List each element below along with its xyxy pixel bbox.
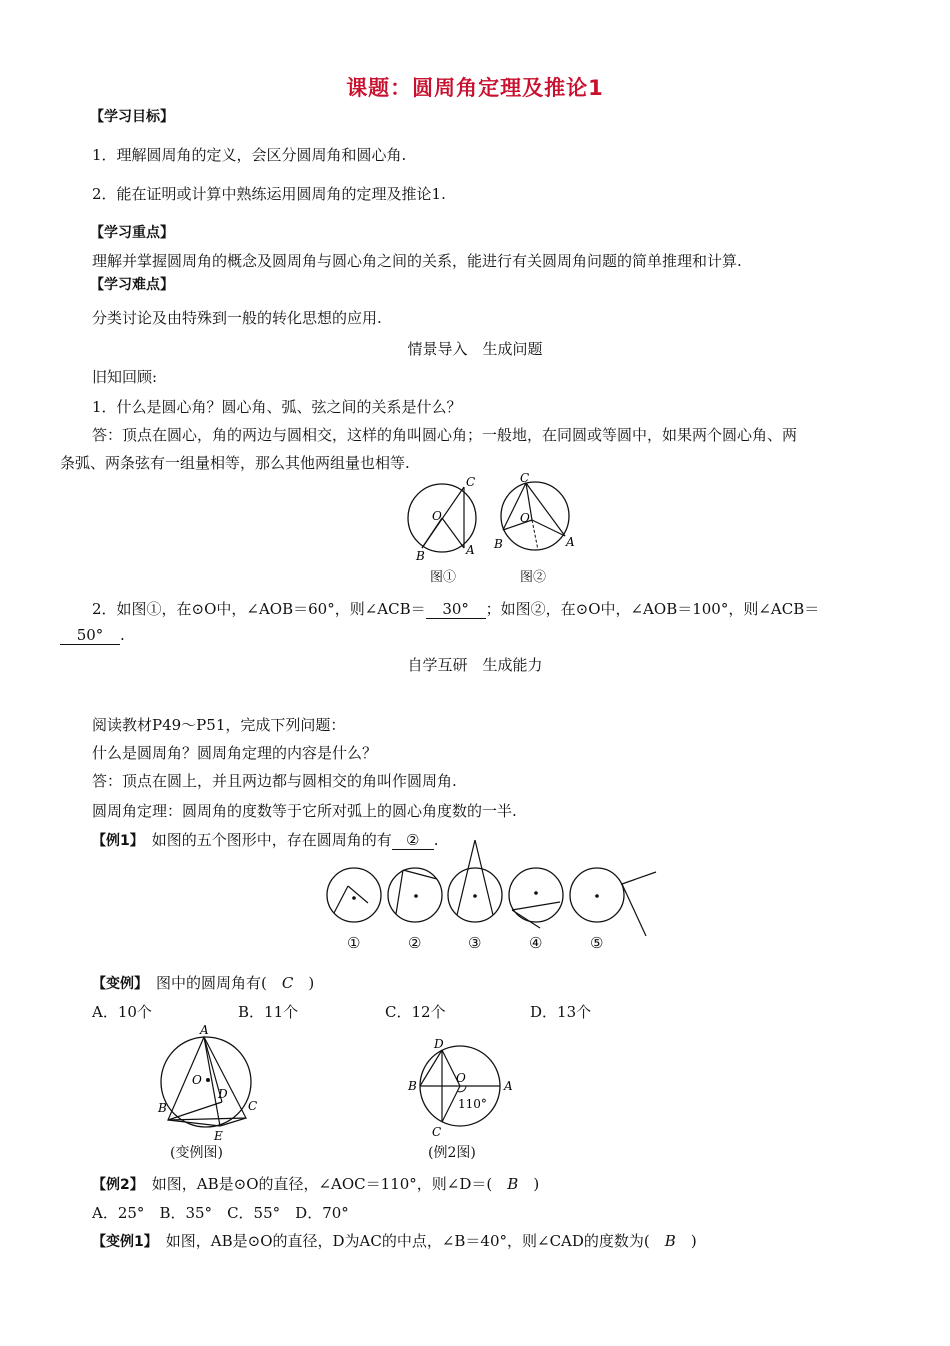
ex2-option-b: B．35° (159, 1204, 213, 1222)
theorem-text: 圆周角定理：圆周角的度数等于它所对弧上的圆心角度数的一半. (92, 802, 517, 820)
fig2-label-b: B (494, 537, 503, 551)
variant-1-text: 如图，AB是⊙O的直径，D为AC的中点，∠B＝40°，则∠CAD的度数为( (165, 1232, 650, 1250)
variant-text: 图中的圆周角有( (156, 974, 267, 992)
ex2-fig-label-a: A (504, 1079, 513, 1093)
example-1-text: 如图的五个图形中，存在圆周角的有 (151, 831, 392, 849)
ex2-option-c: C．55° (227, 1204, 281, 1222)
variant-fig-label-a: A (200, 1023, 209, 1037)
figure-1 (408, 475, 476, 563)
section2-answer: 答：顶点在圆上，并且两边都与圆相交的角叫作圆周角. (92, 772, 457, 790)
q2-end: . (120, 626, 125, 644)
ex1-figure-5 (570, 868, 656, 936)
example-2-answer: B (507, 1175, 519, 1193)
ex1-figure-2 (388, 868, 442, 922)
answer-1-line2: 条弧、两条弦有一组量相等，那么其他两组量也相等. (60, 454, 410, 472)
variant-figure (150, 1020, 270, 1143)
review-label: 旧知回顾: (92, 368, 158, 386)
example-2-text: 如图，AB是⊙O的直径，∠AOC＝110°，则∠D＝( (151, 1175, 493, 1193)
ex1-label-1: ① (347, 934, 361, 952)
example-2-fig-caption: (例2图) (428, 1145, 476, 1161)
variant-fig-label-c: C (248, 1099, 258, 1113)
variant-fig-label-o: O (192, 1073, 202, 1087)
variant-fig-caption: (变例图) (170, 1145, 223, 1161)
ex1-label-5: ⑤ (590, 934, 604, 952)
example-1-answer: ② (392, 831, 434, 850)
ex2-fig-angle: 110° (458, 1097, 487, 1111)
question-2-cont (60, 626, 125, 645)
ex2-fig-label-b: B (408, 1079, 417, 1093)
goal-item-2: 2．能在证明或计算中熟练运用圆周角的定理及推论1. (92, 185, 446, 203)
fig1-caption: 图① (430, 570, 457, 585)
circle-figures-1-2 (400, 470, 590, 585)
q2-part2: ；如图②，在⊙O中，∠AOB＝100°，则∠ACB＝ (485, 600, 820, 618)
variant-fig-label-b: B (158, 1101, 167, 1115)
reading-instruction: 阅读教材P49～P51，完成下列问题： (92, 716, 346, 734)
variant-fig-label-e: E (214, 1129, 223, 1143)
ex2-option-a: A．25° (92, 1204, 145, 1222)
fig2-label-c: C (520, 471, 530, 485)
example-1-figures (320, 840, 670, 960)
ex1-figure-4 (509, 868, 563, 928)
example-1-end: . (433, 831, 439, 849)
variant-option-c: C．12个 (385, 1003, 446, 1021)
ex1-figure-1 (327, 868, 381, 922)
question-1: 1．什么是圆心角？圆心角、弧、弦之间的关系是什么？ (92, 398, 462, 416)
variant-fig-label-d: D (218, 1087, 228, 1101)
fig1-label-a: A (466, 543, 475, 557)
ex1-figure-3 (448, 840, 502, 922)
ex1-label-2: ② (408, 934, 422, 952)
variant (92, 972, 314, 993)
variant-1 (92, 1230, 697, 1251)
section2-question: 什么是圆周角？圆周角定理的内容是什么？ (92, 744, 378, 762)
page-title: 课题：圆周角定理及推论1 (346, 76, 604, 100)
fig2-label-o: O (520, 511, 530, 525)
fig1-label-b: B (416, 549, 425, 563)
ex2-fig-label-d: D (434, 1037, 444, 1051)
variant-option-a: A．10个 (92, 1003, 152, 1021)
q2-part1: 2．如图①，在⊙O中，∠AOB＝60°，则∠ACB＝ (92, 600, 426, 618)
variant-1-end: ) (690, 1232, 697, 1250)
fig2-caption: 图② (520, 570, 547, 585)
ex2-fig-label-o: O (456, 1071, 466, 1085)
q2-answer-2: 50° (60, 626, 120, 645)
variant-answer: C (281, 974, 294, 992)
goals-header: 【学习目标】 (90, 109, 174, 125)
difficulty-header: 【学习难点】 (90, 277, 174, 293)
focus-header: 【学习重点】 (90, 225, 174, 241)
q2-answer-1: 30° (426, 600, 486, 619)
example-2 (92, 1173, 539, 1194)
example-2-figure (400, 1030, 530, 1145)
example-1-label: 【例1】 (92, 833, 137, 849)
variant-option-d: D．13个 (530, 1003, 592, 1021)
ex1-label-4: ④ (529, 934, 543, 952)
example-2-options (92, 1202, 349, 1223)
variant-end: ) (308, 974, 315, 992)
fig2-label-a: A (566, 535, 575, 549)
ex2-option-d: D．70° (295, 1204, 349, 1222)
figure-2 (493, 471, 575, 551)
variant-1-answer: B (664, 1232, 676, 1250)
answer-1-line1: 答：顶点在圆心，角的两边与圆相交，这样的角叫圆心角；一般地，在同圆或等圆中，如果两个圆心角、两 (92, 426, 798, 444)
example-2-end: ) (533, 1175, 540, 1193)
variant-1-label: 【变例1】 (92, 1234, 151, 1250)
difficulty-text: 分类讨论及由特殊到一般的转化思想的应用. (92, 309, 382, 327)
variant-label: 【变例】 (92, 976, 141, 992)
section1-heading: 情景导入 生成问题 (407, 340, 543, 358)
example-2-label: 【例2】 (92, 1177, 137, 1193)
variant-option-b: B．11个 (238, 1003, 299, 1021)
section2-heading: 自学互研 生成能力 (407, 656, 543, 674)
ex1-label-3: ③ (468, 934, 482, 952)
focus-text: 理解并掌握圆周角的概念及圆周角与圆心角之间的关系，能进行有关圆周角问题的简单推理和计算. (92, 252, 742, 270)
goal-item-1: 1．理解圆周角的定义，会区分圆周角和圆心角. (92, 146, 407, 164)
question-2 (92, 598, 819, 619)
fig1-label-c: C (466, 475, 476, 489)
ex2-fig-label-c: C (432, 1125, 442, 1139)
fig1-label-o: O (432, 509, 442, 523)
